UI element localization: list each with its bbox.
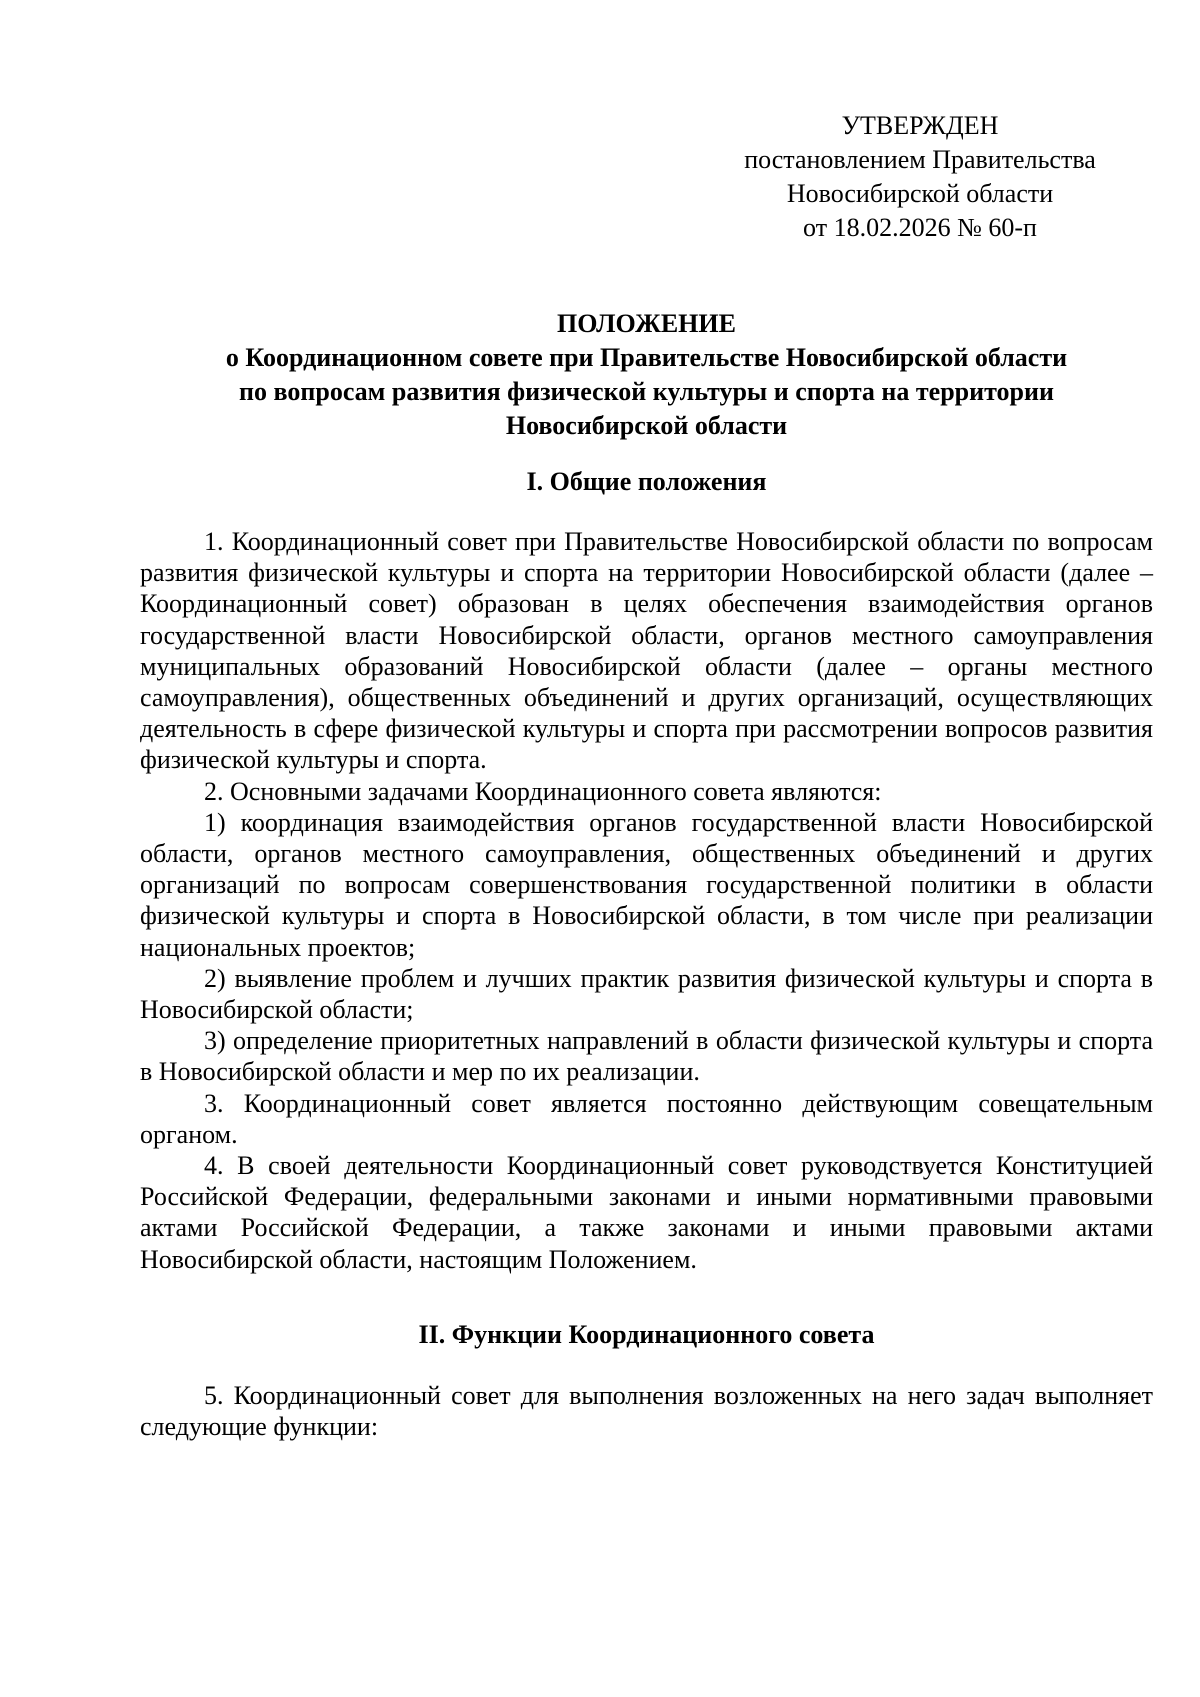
section-heading-general: I. Общие положения: [526, 467, 767, 496]
approval-stamp: [740, 109, 1100, 245]
list-item: 2) выявление проблем и лучших практик развития физической культуры и спорта в Новосибирской области;: [140, 963, 1153, 1025]
paragraph: 3. Координационный совет является постоянно действующим совещательным органом.: [140, 1088, 1153, 1149]
list-item: 3) определение приоритетных направлений в области физической культуры и спорта в Новосибирской области и мер по их реализации.: [140, 1026, 1153, 1087]
paragraph: 2. Основными задачами Координационного совета являются:: [204, 776, 882, 806]
document-title: [140, 307, 1153, 443]
document-title-line-2: по вопросам развития физической культуры и спорта на территории: [239, 377, 1054, 406]
approval-line-2: Новосибирской области: [786, 179, 1054, 208]
approval-line-1: постановлением Правительства: [744, 145, 1096, 174]
section-functions-body: [140, 1380, 1153, 1442]
document-title-line-1: о Координационном совете при Правительстве Новосибирской области: [225, 343, 1068, 372]
paragraph: 5. Координационный совет для выполнения возложенных на него задач выполняет следующие функции:: [140, 1381, 1153, 1442]
document-title-heading: ПОЛОЖЕНИЕ: [557, 309, 736, 338]
paragraph: 1. Координационный совет при Правительстве Новосибирской области по вопросам развития физической культуры и спорта на территории Новосибирской области (далее – Координационный совет) образован в целях обеспечения взаимодействия органов государственной власти Новосибирской области, органов местного самоуправления муниципальных образований Новосибирской области (далее – органы местного самоуправления), общественных объединений и других организаций, осуществляющих деятельность в сфере физической культуры и спорта при рассмотрении вопросов развития физической культуры и спорта.: [140, 527, 1153, 775]
document-title-line-3: Новосибирской области: [505, 411, 788, 440]
section-general-body: [140, 526, 1153, 1275]
section-heading-functions: II. Функции Координационного совета: [418, 1320, 875, 1349]
approval-date-number: от 18.02.2026 № 60-п: [803, 213, 1037, 242]
paragraph: 4. В своей деятельности Координационный совет руководствуется Конституцией Российской Федерации, федеральными законами и иными нормативными правовыми актами Российской Федерации, а также законами и иными правовыми актами Новосибирской области, настоящим Положением.: [140, 1151, 1153, 1274]
approval-status: УТВЕРЖДЕН: [841, 111, 999, 140]
list-item: 1) координация взаимодействия органов государственной власти Новосибирской области, органов местного самоуправления, общественных объединений и других организаций по вопросам совершенствования государственной политики в области физической культуры и спорта в Новосибирской области, в том числе при реализации национальных проектов;: [140, 807, 1153, 962]
